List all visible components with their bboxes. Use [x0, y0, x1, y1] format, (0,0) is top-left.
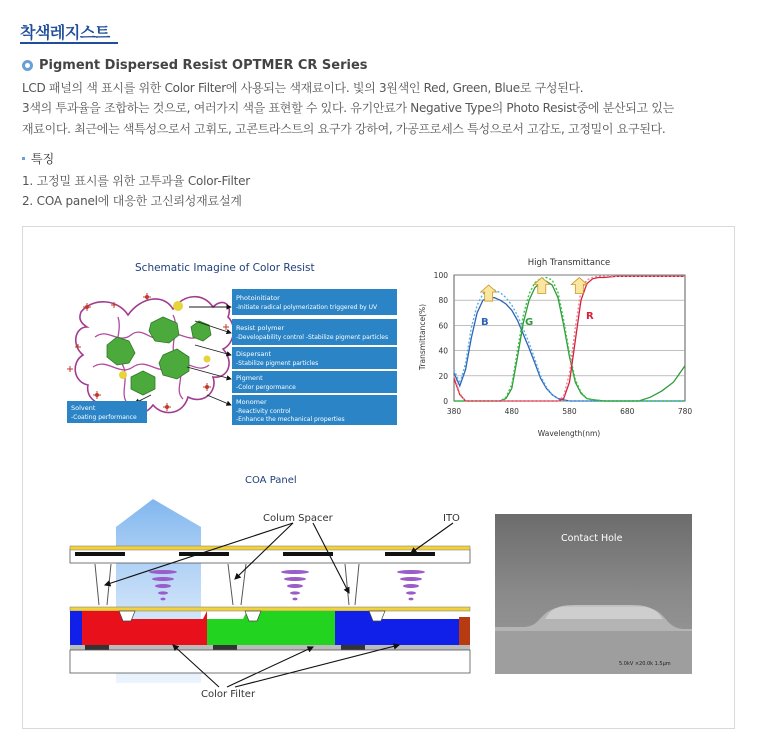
- coa-label-column-spacer: Colum Spacer: [263, 513, 333, 524]
- svg-text:Dispersant: Dispersant: [236, 350, 272, 358]
- schematic-title: Schematic Imagine of Color Resist: [135, 262, 315, 274]
- chart-label-r: R: [586, 311, 594, 322]
- x-tick-label: 680: [620, 407, 635, 416]
- callout-box-dispersant: [232, 347, 397, 369]
- y-tick-label: 20: [438, 371, 448, 381]
- callout-box-photoinitiator: [232, 289, 397, 315]
- chart-label-g: G: [525, 317, 534, 328]
- y-tick-label: 60: [438, 321, 448, 331]
- svg-text:-Color pergormance: -Color pergormance: [236, 384, 296, 391]
- resist-molecule-illustration: [67, 293, 233, 414]
- chart-ylabel: Transmittance(%): [418, 303, 427, 371]
- svg-text:-Enhance the mechanical proper: -Enhance the mechanical properties: [236, 416, 345, 423]
- callout-box-pigment: [232, 371, 397, 393]
- svg-text:Monomer: Monomer: [236, 398, 267, 406]
- page-title: 착색레지스트: [20, 23, 110, 42]
- y-tick-label: 80: [438, 296, 448, 306]
- transmittance-chart: [418, 258, 692, 438]
- x-tick-label: 380: [446, 407, 462, 416]
- callout-box-monomer: [232, 395, 397, 425]
- description-line-3: 재료이다. 최근에는 색특성으로서 고휘도, 고콘트라스트의 요구가 강하여, 가공프로세스 특성으로서 고감도, 고정밀이 요구된다.: [22, 122, 666, 136]
- feature-item-2: 2. COA panel에 대응한 고신뢰성재료설계: [22, 194, 242, 208]
- x-tick-label: 780: [677, 407, 693, 416]
- section-heading: [22, 58, 368, 73]
- svg-text:Solvent: Solvent: [71, 404, 96, 412]
- x-tick-label: 480: [504, 407, 519, 416]
- svg-text:Resist polymer: Resist polymer: [236, 324, 285, 332]
- svg-text:Pigment: Pigment: [236, 374, 263, 382]
- svg-text:-Reactivity control: -Reactivity control: [236, 408, 291, 415]
- description-line-1: LCD 패널의 색 표시를 위한 Color Filter에 사용되는 색재료이다. 빛의 3원색인 Red, Green, Blue로 구성된다.: [22, 81, 584, 95]
- figure-svg: [23, 227, 736, 730]
- square-bullet-icon: [22, 157, 25, 160]
- coa-label-color-filter: Color Filter: [201, 689, 256, 700]
- figure-panel: [22, 226, 735, 729]
- coa-label-ito: ITO: [443, 513, 460, 524]
- chart-title: High Transmittance: [527, 258, 611, 268]
- y-tick-label: 100: [433, 271, 448, 280]
- chart-xlabel: Wavelength(nm): [537, 429, 601, 438]
- callout-box-resist-polymer: [232, 319, 397, 345]
- features-heading: [22, 150, 54, 167]
- features-heading-text: 특징: [31, 152, 55, 166]
- sem-scale: 5.0kV ×20.0k 1.5μm: [619, 661, 671, 667]
- svg-text:-Developability control -Stab: -Developability control -Stabilize pigment particles: [236, 334, 389, 341]
- coa-panel-diagram: [70, 499, 470, 683]
- svg-text:Photoinitiator: Photoinitiator: [236, 294, 280, 302]
- chart-label-b: B: [481, 317, 489, 328]
- ring-bullet-icon: [22, 60, 33, 71]
- svg-text:-Coating performance: -Coating performance: [71, 414, 137, 421]
- y-tick-label: 0: [443, 397, 448, 406]
- svg-text:-Initiate radical polymerizati: -Initiate radical polymerization triggered by UV: [236, 304, 378, 311]
- sem-contact-hole-image: [495, 514, 692, 674]
- callout-box-solvent: [67, 401, 147, 423]
- coa-title: COA Panel: [245, 475, 297, 486]
- x-tick-label: 580: [562, 407, 577, 416]
- feature-item-1: 1. 고정밀 표시를 위한 고투과율 Color-Filter: [22, 174, 251, 188]
- y-tick-label: 40: [438, 346, 448, 356]
- svg-text:-Stabilize pigment particles: -Stabilize pigment particles: [236, 360, 319, 367]
- section-title-text: Pigment Dispersed Resist OPTMER CR Series: [39, 58, 368, 73]
- sem-label: Contact Hole: [561, 533, 623, 544]
- description-line-2: 3색의 투과율을 조합하는 것으로, 여러가지 색을 표현할 수 있다. 유기안료가 Negative Type의 Photo Resist중에 분산되고 있는: [22, 101, 674, 115]
- title-underline: [20, 42, 118, 44]
